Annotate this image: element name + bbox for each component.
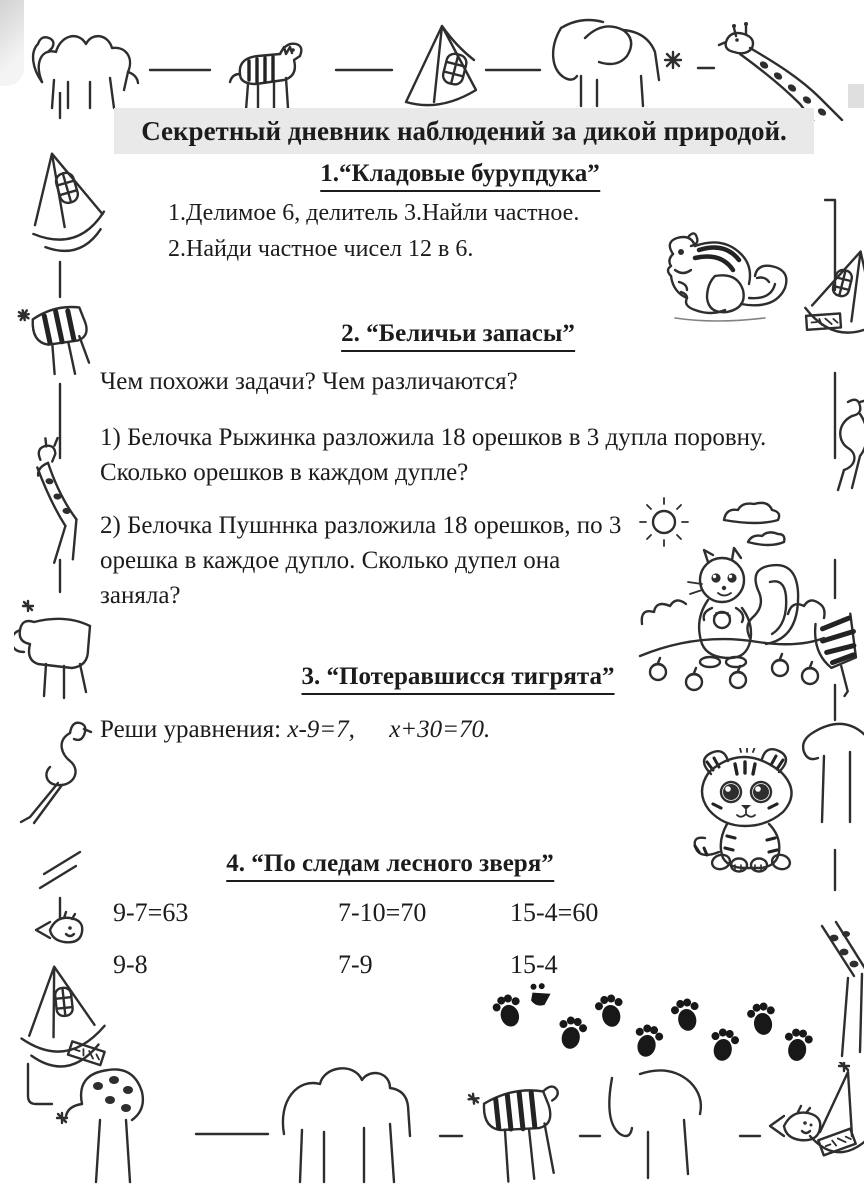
paw-prints [476, 980, 826, 1068]
chipmunk-illustration [645, 226, 800, 336]
squirrel-icon [688, 548, 798, 667]
section-1-item-2: 2.Найди частное чисел 12 в 6. [168, 236, 474, 262]
acorn-icon [730, 666, 746, 688]
paw-print-icon [555, 1014, 589, 1051]
giraffe-icon [24, 436, 89, 566]
giraffe-icon [822, 922, 864, 1056]
zebra-icon [468, 1085, 566, 1184]
acorn-icon [650, 658, 666, 680]
zebra-icon [18, 298, 96, 383]
page-title: Секретный дневник наблюдений за дикой природой. [114, 108, 814, 154]
problem-2-line-3: заняла? [100, 582, 181, 609]
math-problem-r2c2: 7-9 [338, 950, 373, 979]
paw-print-icon [669, 996, 703, 1033]
house-boat-icon [810, 1062, 864, 1155]
house-boat-icon [14, 962, 108, 1073]
bull-icon [14, 601, 90, 698]
bird-icon [838, 400, 864, 490]
acorn-icon [802, 662, 818, 684]
section-2-intro: Чем похожи задачи? Чем различаются? [100, 368, 518, 395]
tiger-cub-illustration [683, 748, 828, 876]
paw-print-icon [746, 1001, 779, 1037]
section-4-heading: 4. “По следам лесного зверя” [226, 850, 554, 882]
equations-prefix: Реши уравнения: [100, 716, 282, 743]
math-problem-r1c1: 9-7=63 [113, 898, 189, 927]
problem-1-line-2: Сколько орешков в каждом дупле? [100, 459, 469, 486]
cloud-icon [748, 532, 784, 545]
math-problem-r2c3: 15-4 [510, 950, 558, 979]
equation-2: x+30=70. [389, 716, 491, 743]
ostrich-icon [21, 723, 91, 823]
problem-1-line-1: 1) Белочка Рыжинка разложила 18 орешков в 3 дупла поровну. [100, 424, 767, 451]
acorn-icon [772, 654, 788, 676]
tent-house-icon [406, 26, 476, 105]
problem-2-line-2: орешка в каждое дупло. Сколько дупел она [100, 547, 561, 574]
paw-print-icon [782, 1027, 814, 1063]
house-icon [14, 144, 112, 259]
elephant-icon [609, 1070, 701, 1178]
section-3-task [100, 716, 490, 744]
math-problem-r2c1: 9-8 [113, 950, 148, 979]
math-problem-r1c3: 15-4=60 [510, 898, 599, 927]
problem-2-line-1: 2) Белочка Пушннка разложила 18 орешков, по 3 [100, 512, 622, 539]
cloud-icon [724, 503, 779, 523]
section-1-heading: 1.“Кладовые бурупдука” [320, 160, 600, 192]
paw-print-icon [707, 1026, 741, 1063]
elephant-icon [553, 20, 681, 106]
math-problem-r1c2: 7-10=70 [338, 898, 427, 927]
section-1-item-1: 1.Делимое 6, делитель 3.Найли частное. [168, 200, 580, 226]
section-3-heading: 3. “Потеравшисся тигрята” [302, 663, 615, 695]
paw-print-icon [490, 991, 527, 1030]
house-icon [800, 242, 864, 347]
fish-icon [770, 1106, 820, 1140]
border-bottom-animals [0, 1062, 864, 1184]
section-2-heading: 2. “Беличьи запасы” [341, 320, 575, 352]
section-2-problem-1 [100, 420, 766, 490]
paw-print-icon [630, 1022, 665, 1060]
zebra-icon [230, 44, 301, 110]
border-top-animals [0, 6, 864, 121]
equation-1: x-9=7, [287, 716, 355, 743]
giraffe-icon [57, 1069, 143, 1182]
squirrel-scene-illustration [638, 496, 828, 696]
paw-print-icon [593, 992, 627, 1029]
paw-print-icon [528, 981, 553, 1007]
section-2-problem-2 [100, 508, 621, 613]
camel-icon [283, 1068, 410, 1182]
acorn-icon [686, 668, 702, 690]
sun-icon [640, 498, 688, 546]
